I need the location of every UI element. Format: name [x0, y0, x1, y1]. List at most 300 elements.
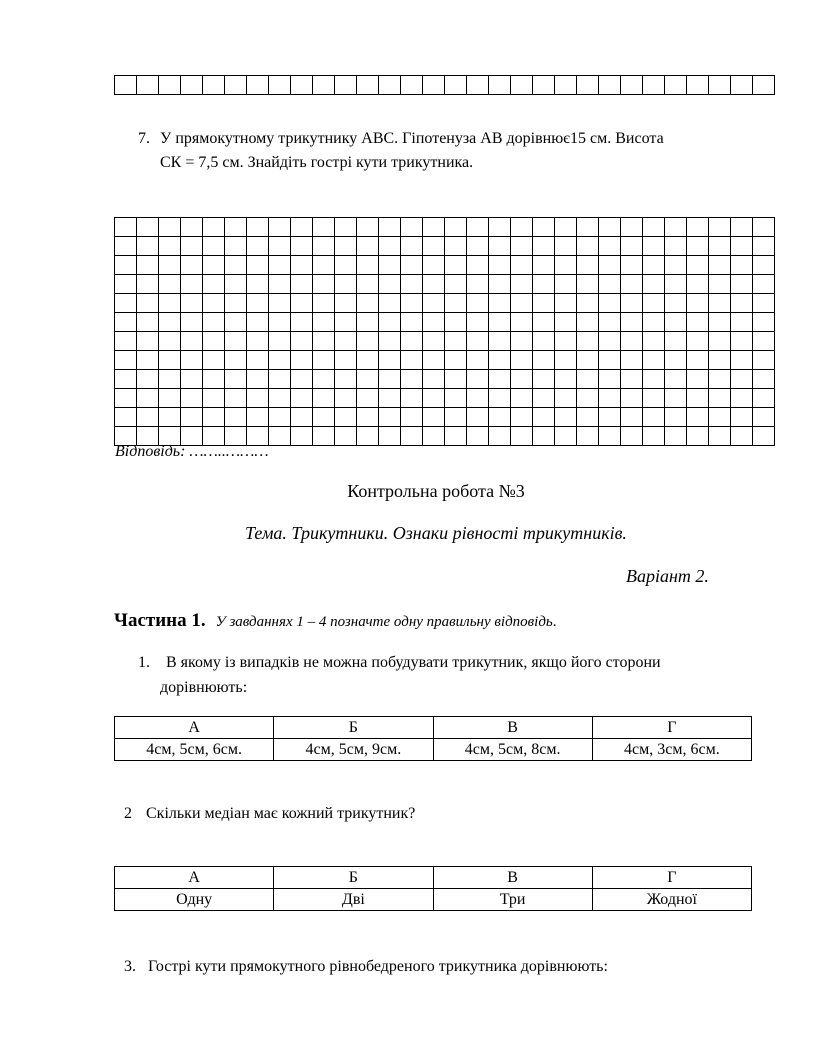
grid-cell	[379, 237, 401, 256]
grid-cell	[335, 389, 357, 408]
grid-cell	[423, 256, 445, 275]
grid-cell	[533, 76, 555, 95]
grid-cell	[709, 275, 731, 294]
grid-cell	[665, 76, 687, 95]
option-header-c: В	[433, 867, 592, 889]
grid-cell	[533, 275, 555, 294]
grid-cell	[555, 237, 577, 256]
grid-cell	[159, 370, 181, 389]
grid-cell	[599, 313, 621, 332]
grid-cell	[621, 218, 643, 237]
grid-cell	[313, 218, 335, 237]
grid-cell	[115, 313, 137, 332]
grid-cell	[511, 275, 533, 294]
grid-cell	[577, 351, 599, 370]
grid-cell	[247, 370, 269, 389]
question-number: 3.	[124, 958, 136, 975]
grid-cell	[577, 218, 599, 237]
grid-cell	[753, 256, 775, 275]
grid-cell	[445, 218, 467, 237]
grid-cell	[335, 275, 357, 294]
grid-cell	[203, 294, 225, 313]
grid-cell	[599, 427, 621, 446]
grid-cell	[423, 218, 445, 237]
grid-row	[115, 294, 775, 313]
grid-cell	[203, 256, 225, 275]
grid-cell	[621, 408, 643, 427]
grid-cell	[467, 351, 489, 370]
grid-cell	[225, 256, 247, 275]
grid-cell	[379, 275, 401, 294]
grid-cell	[511, 294, 533, 313]
grid-cell	[511, 389, 533, 408]
grid-cell	[247, 218, 269, 237]
grid-cell	[665, 408, 687, 427]
grid-cell	[181, 389, 203, 408]
grid-cell	[181, 294, 203, 313]
grid-cell	[269, 351, 291, 370]
grid-cell	[181, 237, 203, 256]
grid-cell	[555, 313, 577, 332]
grid-cell	[401, 237, 423, 256]
grid-cell	[269, 218, 291, 237]
grid-cell	[577, 427, 599, 446]
question-2	[124, 802, 415, 826]
part1-heading-row	[114, 610, 557, 632]
grid-cell	[115, 370, 137, 389]
grid-cell	[203, 389, 225, 408]
grid-cell	[423, 427, 445, 446]
grid-cell	[335, 76, 357, 95]
grid-cell	[577, 313, 599, 332]
grid-cell	[731, 313, 753, 332]
grid-cell	[621, 427, 643, 446]
grid-cell	[357, 256, 379, 275]
grid-cell	[115, 218, 137, 237]
grid-cell	[753, 313, 775, 332]
grid-cell	[115, 408, 137, 427]
grid-cell	[291, 313, 313, 332]
grid-cell	[511, 427, 533, 446]
grid-cell	[203, 408, 225, 427]
grid-cell	[115, 237, 137, 256]
grid-cell	[137, 332, 159, 351]
grid-cell	[643, 389, 665, 408]
grid-cell	[665, 427, 687, 446]
table-row	[115, 889, 752, 911]
grid-cell	[489, 275, 511, 294]
grid-cell	[555, 275, 577, 294]
grid-row	[115, 237, 775, 256]
grid-cell	[313, 313, 335, 332]
grid-cell	[489, 218, 511, 237]
grid-cell	[511, 370, 533, 389]
grid-cell	[709, 408, 731, 427]
grid-cell	[665, 313, 687, 332]
grid-cell	[731, 256, 753, 275]
grid-cell	[159, 275, 181, 294]
grid-cell	[489, 313, 511, 332]
grid-cell	[533, 389, 555, 408]
grid-cell	[269, 408, 291, 427]
grid-cell	[687, 389, 709, 408]
grid-cell	[665, 275, 687, 294]
grid-cell	[709, 237, 731, 256]
grid-cell	[401, 218, 423, 237]
grid-cell	[379, 408, 401, 427]
part1-instruction: У завданнях 1 – 4 позначте одну правильну відповідь	[215, 614, 553, 630]
grid-cell	[423, 389, 445, 408]
grid-cell	[401, 275, 423, 294]
grid-cell	[555, 332, 577, 351]
grid-cell	[159, 351, 181, 370]
question-text: Скільки медіан має кожний трикутник?	[146, 805, 416, 822]
grid-cell	[467, 408, 489, 427]
grid-cell	[753, 389, 775, 408]
grid-cell	[291, 294, 313, 313]
grid-cell	[181, 332, 203, 351]
work-topic: Тема. Трикутники. Ознаки рівності трикутників.	[245, 523, 627, 543]
grid-cell	[225, 370, 247, 389]
question-7	[138, 127, 758, 151]
grid-cell	[115, 294, 137, 313]
grid-cell	[753, 237, 775, 256]
grid-cell	[621, 275, 643, 294]
grid-cell	[225, 351, 247, 370]
grid-cell	[313, 427, 335, 446]
grid-cell	[555, 256, 577, 275]
question-7-line2: СК = 7,5 см. Знайдіть гострі кути трикутника.	[160, 154, 474, 171]
grid-cell	[247, 389, 269, 408]
grid-cell	[203, 237, 225, 256]
grid-cell	[247, 76, 269, 95]
grid-cell	[467, 294, 489, 313]
grid-cell	[577, 332, 599, 351]
grid-cell	[291, 256, 313, 275]
grid-cell	[687, 370, 709, 389]
grid-cell	[709, 313, 731, 332]
grid-cell	[489, 389, 511, 408]
option-c: 4см, 5см, 8см.	[433, 739, 592, 761]
grid-cell	[225, 313, 247, 332]
grid-cell	[577, 256, 599, 275]
grid-cell	[335, 237, 357, 256]
grid-cell	[181, 408, 203, 427]
grid-row	[115, 76, 775, 95]
grid-cell	[313, 351, 335, 370]
grid-cell	[731, 408, 753, 427]
grid-cell	[247, 237, 269, 256]
grid-cell	[731, 237, 753, 256]
grid-cell	[291, 408, 313, 427]
question-number: 2	[124, 805, 132, 822]
option-d: 4см, 3см, 6см.	[592, 739, 751, 761]
question-1-options-table	[114, 716, 752, 761]
grid-cell	[225, 294, 247, 313]
grid-cell	[137, 256, 159, 275]
option-a: 4см, 5см, 6см.	[115, 739, 274, 761]
grid-row	[115, 256, 775, 275]
grid-cell	[137, 237, 159, 256]
grid-cell	[533, 313, 555, 332]
grid-cell	[159, 408, 181, 427]
question-1-line2: дорівнюють:	[160, 679, 248, 696]
grid-cell	[687, 332, 709, 351]
grid-cell	[467, 370, 489, 389]
grid-cell	[489, 256, 511, 275]
grid-cell	[511, 332, 533, 351]
grid-cell	[247, 294, 269, 313]
option-header-c: В	[433, 717, 592, 739]
grid-cell	[445, 256, 467, 275]
grid-row	[115, 351, 775, 370]
grid-cell	[753, 408, 775, 427]
grid-cell	[731, 351, 753, 370]
grid-cell	[709, 294, 731, 313]
grid-cell	[599, 237, 621, 256]
grid-cell	[445, 370, 467, 389]
grid-cell	[621, 332, 643, 351]
grid-cell	[467, 237, 489, 256]
grid-cell	[159, 294, 181, 313]
work-title: Контрольна робота №3	[347, 481, 525, 501]
grid-cell	[115, 332, 137, 351]
grid-cell	[709, 370, 731, 389]
grid-cell	[291, 351, 313, 370]
grid-cell	[643, 427, 665, 446]
grid-cell	[247, 275, 269, 294]
grid-cell	[643, 237, 665, 256]
grid-cell	[335, 351, 357, 370]
grid-cell	[423, 332, 445, 351]
grid-cell	[357, 389, 379, 408]
grid-cell	[181, 76, 203, 95]
grid-cell	[753, 294, 775, 313]
grid-cell	[225, 389, 247, 408]
option-header-a: А	[115, 717, 274, 739]
grid-cell	[467, 76, 489, 95]
grid-cell	[357, 427, 379, 446]
grid-cell	[423, 237, 445, 256]
grid-cell	[489, 408, 511, 427]
grid-cell	[533, 370, 555, 389]
grid-cell	[137, 218, 159, 237]
grid-row	[115, 389, 775, 408]
grid-cell	[335, 294, 357, 313]
grid-cell	[665, 351, 687, 370]
top-answer-grid	[114, 75, 775, 95]
grid-cell	[687, 427, 709, 446]
grid-cell	[291, 275, 313, 294]
grid-cell	[467, 427, 489, 446]
grid-cell	[181, 313, 203, 332]
grid-cell	[335, 313, 357, 332]
grid-cell	[731, 294, 753, 313]
grid-cell	[489, 76, 511, 95]
grid-cell	[115, 76, 137, 95]
grid-cell	[511, 408, 533, 427]
grid-cell	[687, 76, 709, 95]
grid-cell	[687, 275, 709, 294]
grid-cell	[159, 218, 181, 237]
grid-cell	[687, 256, 709, 275]
grid-cell	[621, 237, 643, 256]
grid-cell	[599, 370, 621, 389]
grid-cell	[159, 389, 181, 408]
grid-cell	[313, 389, 335, 408]
grid-cell	[731, 332, 753, 351]
option-d: Жодної	[592, 889, 751, 911]
grid-cell	[313, 275, 335, 294]
grid-cell	[357, 408, 379, 427]
question-2-options-table	[114, 866, 752, 911]
grid-cell	[137, 351, 159, 370]
grid-cell	[291, 332, 313, 351]
grid-cell	[423, 294, 445, 313]
grid-cell	[599, 408, 621, 427]
grid-cell	[665, 389, 687, 408]
option-header-d: Г	[592, 867, 751, 889]
grid-cell	[225, 332, 247, 351]
grid-cell	[357, 294, 379, 313]
grid-cell	[533, 237, 555, 256]
grid-cell	[555, 351, 577, 370]
grid-cell	[731, 275, 753, 294]
grid-cell	[709, 218, 731, 237]
grid-cell	[313, 408, 335, 427]
grid-cell	[225, 76, 247, 95]
grid-cell	[687, 351, 709, 370]
grid-cell	[753, 76, 775, 95]
grid-cell	[291, 389, 313, 408]
grid-cell	[643, 275, 665, 294]
grid-cell	[533, 218, 555, 237]
grid-cell	[247, 408, 269, 427]
grid-cell	[379, 351, 401, 370]
grid-cell	[445, 237, 467, 256]
grid-cell	[335, 332, 357, 351]
grid-cell	[731, 389, 753, 408]
grid-cell	[313, 294, 335, 313]
grid-cell	[379, 256, 401, 275]
grid-cell	[313, 332, 335, 351]
grid-cell	[181, 256, 203, 275]
grid-cell	[159, 332, 181, 351]
grid-cell	[379, 389, 401, 408]
grid-cell	[467, 389, 489, 408]
grid-cell	[489, 294, 511, 313]
part1-heading: Частина 1.	[114, 610, 206, 631]
grid-cell	[269, 76, 291, 95]
grid-cell	[599, 294, 621, 313]
grid-row	[115, 275, 775, 294]
grid-cell	[115, 351, 137, 370]
grid-cell	[709, 351, 731, 370]
grid-cell	[203, 218, 225, 237]
part1-instruction-end: .	[552, 614, 557, 630]
grid-cell	[159, 76, 181, 95]
grid-cell	[137, 313, 159, 332]
grid-cell	[203, 76, 225, 95]
grid-cell	[203, 313, 225, 332]
grid-cell	[401, 351, 423, 370]
answer-line: Відповідь: ……..………	[115, 443, 269, 460]
grid-cell	[643, 351, 665, 370]
grid-cell	[621, 389, 643, 408]
grid-cell	[137, 370, 159, 389]
grid-cell	[291, 218, 313, 237]
grid-cell	[247, 313, 269, 332]
grid-cell	[643, 218, 665, 237]
grid-cell	[401, 256, 423, 275]
grid-cell	[445, 408, 467, 427]
grid-cell	[467, 313, 489, 332]
grid-cell	[269, 237, 291, 256]
grid-cell	[709, 256, 731, 275]
grid-cell	[379, 294, 401, 313]
grid-cell	[423, 76, 445, 95]
grid-cell	[555, 76, 577, 95]
grid-cell	[159, 237, 181, 256]
grid-cell	[335, 427, 357, 446]
grid-cell	[181, 218, 203, 237]
grid-cell	[313, 76, 335, 95]
grid-cell	[599, 275, 621, 294]
grid-cell	[555, 370, 577, 389]
grid-cell	[511, 256, 533, 275]
grid-cell	[753, 370, 775, 389]
grid-cell	[269, 389, 291, 408]
grid-cell	[533, 427, 555, 446]
grid-cell	[599, 256, 621, 275]
grid-cell	[753, 218, 775, 237]
grid-cell	[511, 351, 533, 370]
grid-cell	[401, 76, 423, 95]
option-a: Одну	[115, 889, 274, 911]
question-text-line1: В якому із випадків не можна побудувати трикутник, якщо його сторони	[166, 654, 661, 671]
grid-cell	[445, 294, 467, 313]
grid-cell	[467, 256, 489, 275]
grid-cell	[313, 256, 335, 275]
grid-cell	[489, 351, 511, 370]
grid-cell	[137, 389, 159, 408]
grid-cell	[665, 332, 687, 351]
grid-cell	[731, 218, 753, 237]
grid-cell	[555, 389, 577, 408]
grid-row	[115, 332, 775, 351]
grid-cell	[577, 408, 599, 427]
grid-cell	[291, 370, 313, 389]
grid-cell	[533, 332, 555, 351]
grid-cell	[203, 275, 225, 294]
grid-cell	[335, 408, 357, 427]
grid-cell	[753, 351, 775, 370]
grid-cell	[643, 332, 665, 351]
grid-cell	[357, 275, 379, 294]
grid-cell	[599, 389, 621, 408]
question-number: 1.	[138, 654, 150, 671]
grid-cell	[137, 408, 159, 427]
grid-cell	[577, 275, 599, 294]
grid-cell	[445, 389, 467, 408]
grid-cell	[643, 313, 665, 332]
grid-cell	[621, 256, 643, 275]
grid-cell	[401, 332, 423, 351]
grid-cell	[137, 294, 159, 313]
grid-cell	[401, 294, 423, 313]
grid-cell	[467, 218, 489, 237]
grid-cell	[533, 294, 555, 313]
